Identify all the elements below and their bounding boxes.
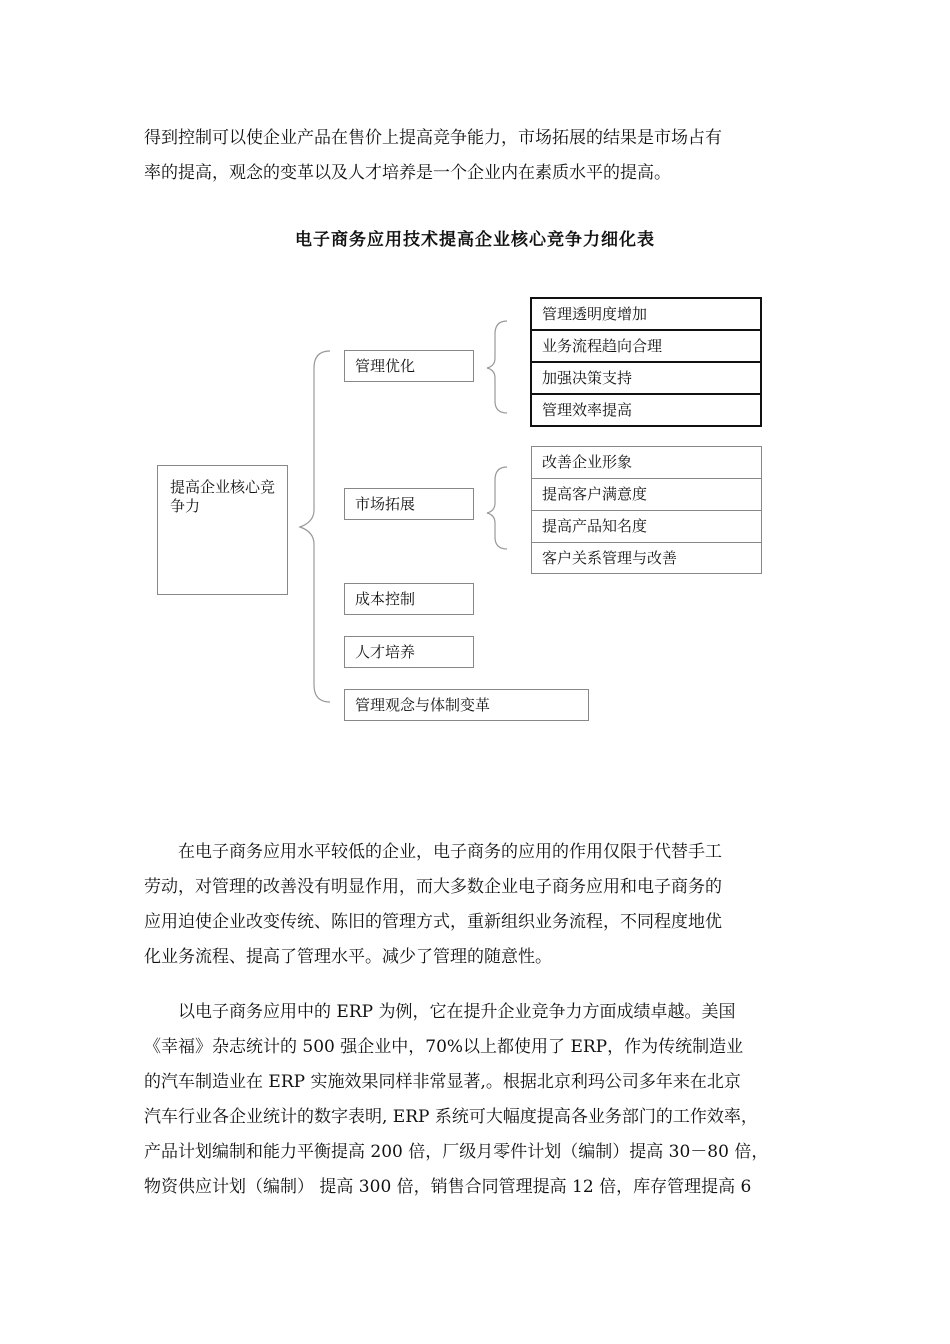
text-line: 物资供应计划（编制） 提高 300 倍，销售合同管理提高 12 倍，库存管理提高 6 (144, 1177, 752, 1197)
diagram-title: 电子商务应用技术提高企业核心竞争力细化表 (295, 230, 655, 250)
text-line: 得到控制可以使企业产品在售价上提高竞争能力，市场拓展的结果是市场占有 (144, 128, 722, 148)
text-line: 《幸福》杂志统计的 500 强企业中，70%以上都使用了 ERP，作为传统制造业 (144, 1037, 744, 1057)
branch-label: 管理观念与体制变革 (355, 696, 491, 714)
text-line: 应用迫使企业改变传统、陈旧的管理方式，重新组织业务流程，不同程度地优 (144, 912, 722, 932)
text-line: 率的提高，观念的变革以及人才培养是一个企业内在素质水平的提高。 (144, 163, 671, 183)
paragraph-body-1 (144, 835, 812, 975)
item-label: 加强决策支持 (542, 369, 633, 387)
item-label: 管理效率提高 (542, 401, 633, 419)
text-line: 化业务流程、提高了管理水平。减少了管理的随意性。 (144, 947, 552, 967)
text-line: 的汽车制造业在 ERP 实施效果同样非常显著,。根据北京利玛公司多年来在北京 (144, 1072, 741, 1092)
branch-management (344, 350, 474, 382)
item-label: 管理透明度增加 (542, 305, 648, 323)
management-item (530, 361, 762, 395)
market-item (531, 510, 762, 543)
branch-market (344, 488, 474, 520)
management-item (530, 297, 762, 331)
text-line: 产品计划编制和能力平衡提高 200 倍，厂级月零件计划（编制）提高 30－80 倍， (144, 1142, 769, 1162)
branch-label: 管理优化 (355, 357, 416, 375)
market-item (531, 478, 762, 511)
root-brace (300, 351, 330, 702)
item-label: 提高产品知名度 (542, 517, 648, 535)
branch-talent (344, 636, 474, 668)
text-line: 在电子商务应用水平较低的企业，电子商务的应用的作用仅限于代替手工 (178, 842, 722, 862)
branch-label: 人才培养 (355, 643, 416, 661)
item-label: 提高客户满意度 (542, 485, 648, 503)
management-item (530, 393, 762, 427)
paragraph-body-2 (144, 995, 812, 1205)
branch-cost (344, 583, 474, 615)
text-line: 以电子商务应用中的 ERP 为例，它在提升企业竞争力方面成绩卓越。美国 (178, 1002, 736, 1022)
branch-label: 成本控制 (355, 590, 416, 608)
branch-label: 市场拓展 (355, 495, 416, 513)
management-brace (487, 321, 507, 413)
branch-reform (344, 689, 589, 721)
item-label: 客户关系管理与改善 (542, 549, 678, 567)
item-label: 业务流程趋向合理 (542, 337, 663, 355)
root-node (157, 465, 288, 595)
market-item (531, 542, 762, 574)
text-line: 汽车行业各企业统计的数字表明, ERP 系统可大幅度提高各业务部门的工作效率， (144, 1107, 758, 1127)
root-node-label: 提高企业核心竞争力 (170, 478, 276, 515)
management-item (530, 329, 762, 363)
text-line: 劳动，对管理的改善没有明显作用，而大多数企业电子商务应用和电子商务的 (144, 877, 722, 897)
market-brace (487, 467, 507, 549)
market-item (531, 446, 762, 479)
item-label: 改善企业形象 (542, 453, 633, 471)
